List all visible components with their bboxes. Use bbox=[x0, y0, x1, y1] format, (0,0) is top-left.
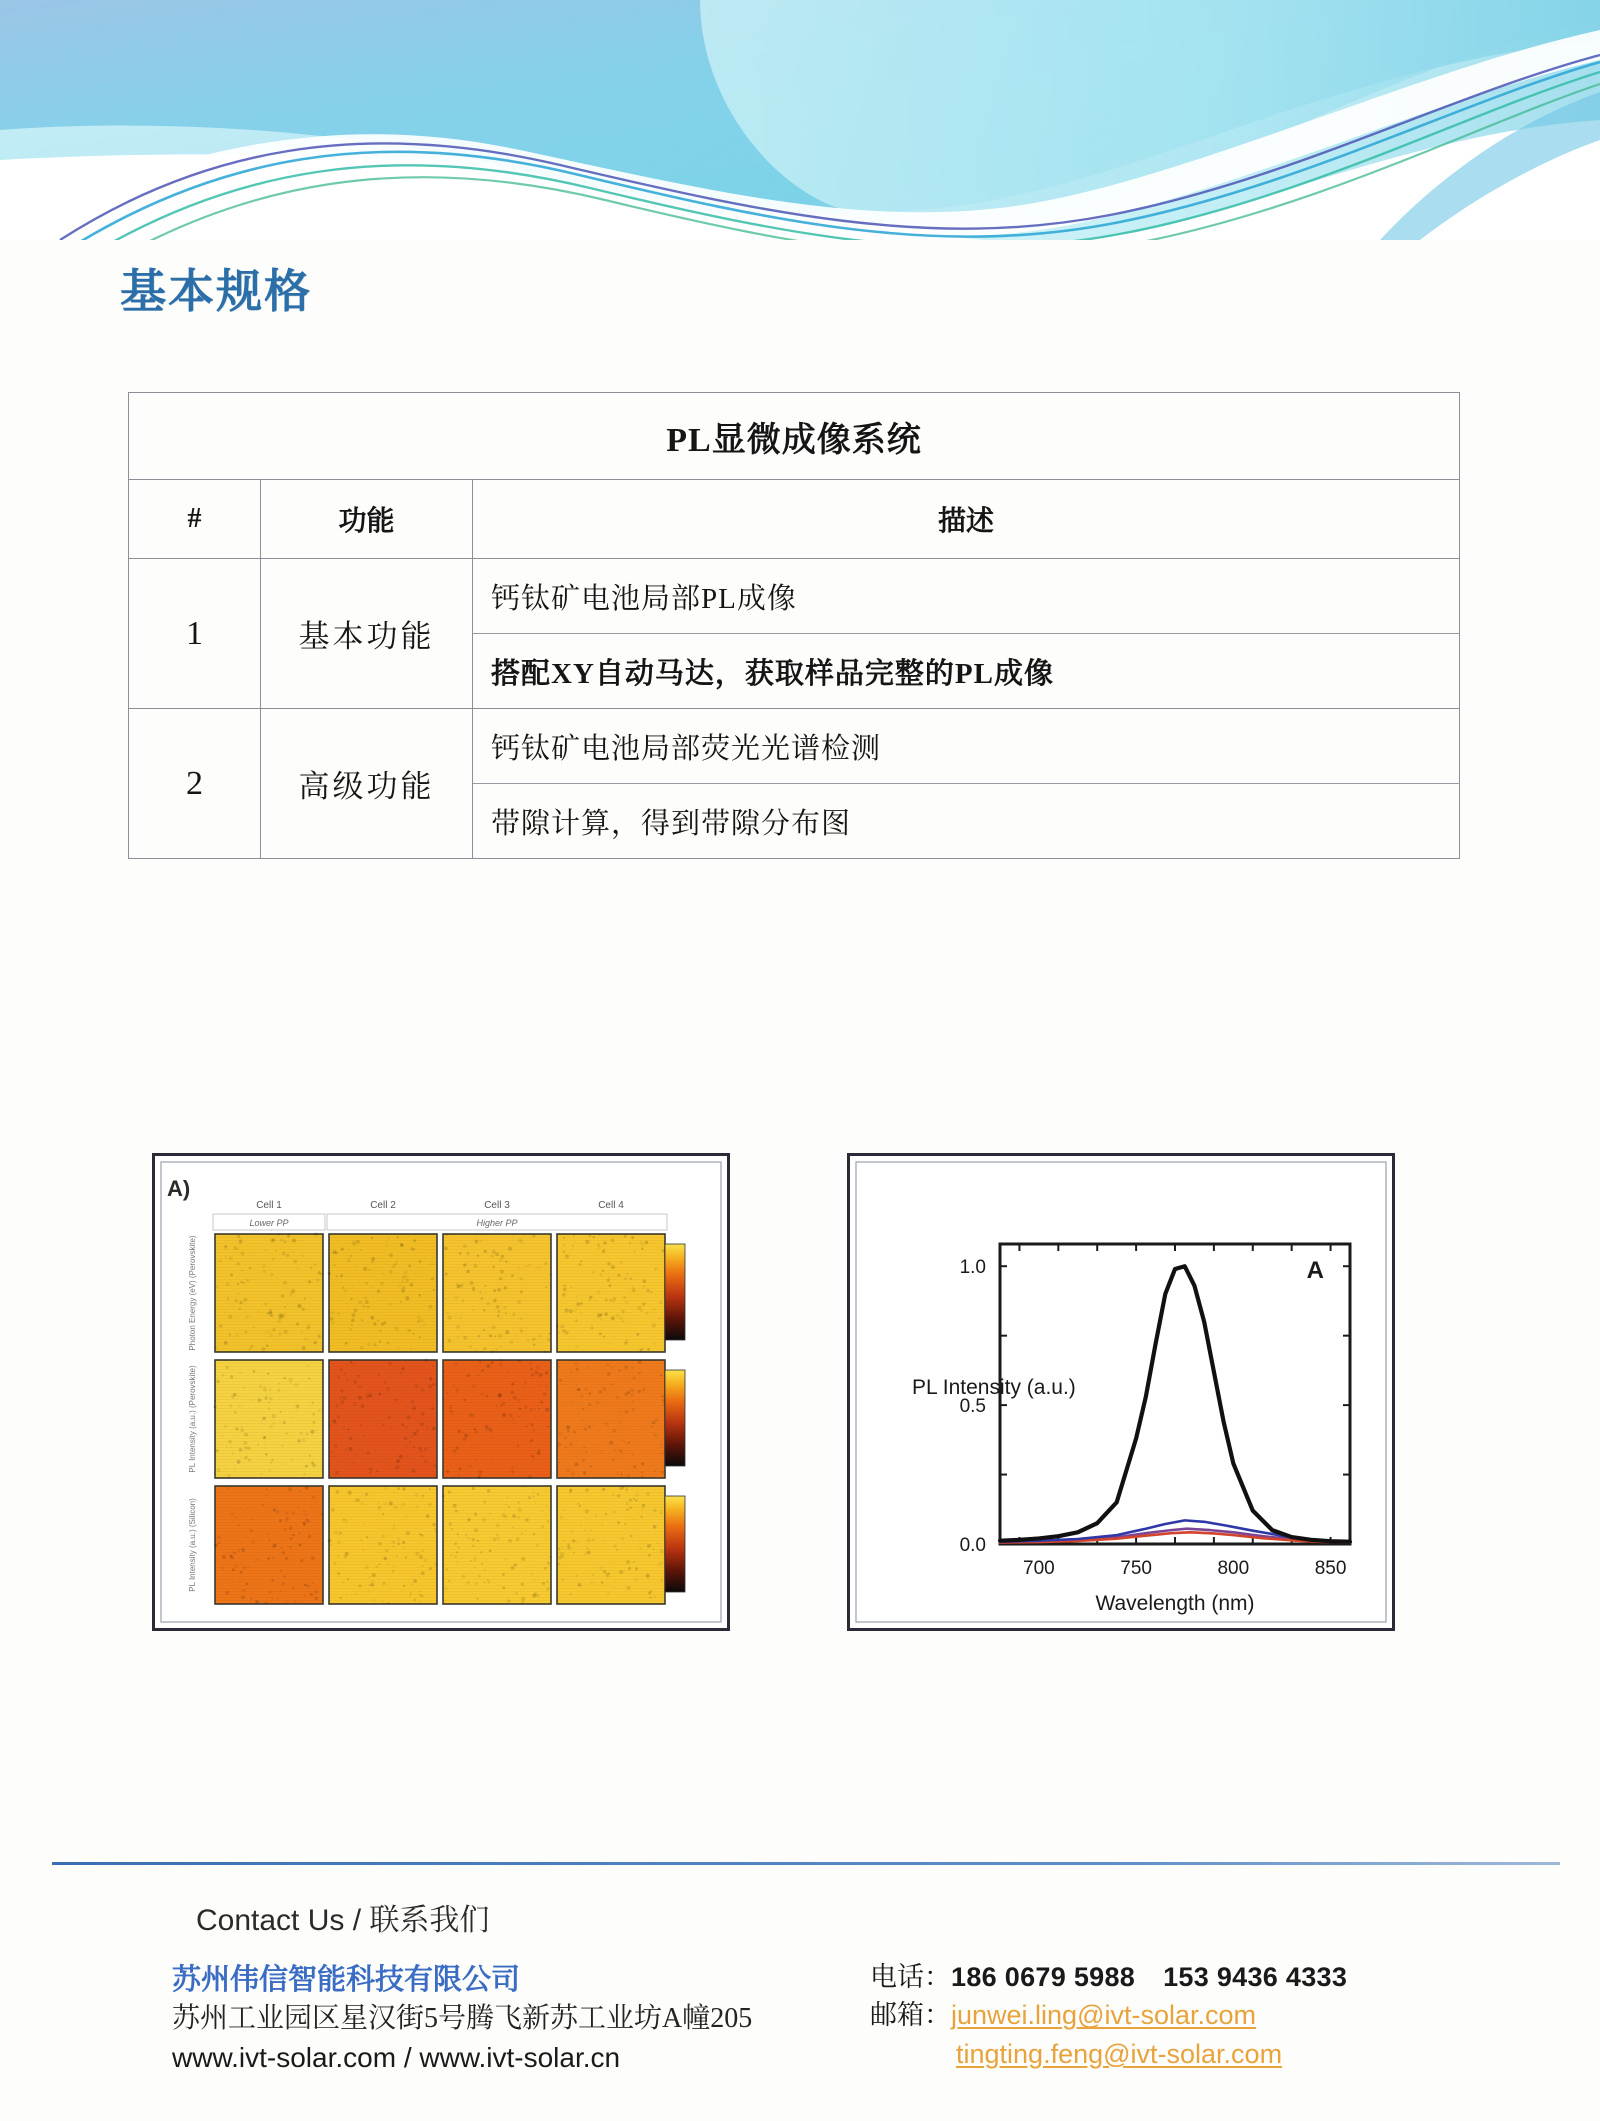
svg-text:PL Intensity (a.u.) (Perovskit: PL Intensity (a.u.) (Perovskite) bbox=[188, 1365, 197, 1473]
svg-text:0.5: 0.5 bbox=[959, 1396, 986, 1418]
row-function-2: 高级功能 bbox=[261, 709, 473, 859]
contact-info bbox=[870, 1958, 1347, 2073]
svg-text:700: 700 bbox=[1023, 1558, 1055, 1579]
column-header-index: # bbox=[129, 480, 261, 559]
table-title-row bbox=[129, 393, 1460, 480]
phone-number-2: 153 9436 4333 bbox=[1163, 1962, 1348, 1992]
svg-text:A: A bbox=[1306, 1257, 1324, 1284]
row-description-2-2: 带隙计算，得到带隙分布图 bbox=[473, 784, 1460, 859]
svg-text:750: 750 bbox=[1120, 1558, 1152, 1579]
phone-number-1: 186 0679 5988 bbox=[951, 1962, 1136, 1992]
company-websites: www.ivt-solar.com / www.ivt-solar.cn bbox=[172, 2041, 621, 2073]
company-address: 苏州工业园区星汉街5号腾飞新苏工业坊A幢205 bbox=[172, 2003, 753, 2035]
svg-text:Cell 3: Cell 3 bbox=[484, 1200, 510, 1211]
table-title: PL显微成像系统 bbox=[129, 393, 1460, 480]
svg-text:A): A) bbox=[167, 1176, 191, 1201]
svg-text:Cell 4: Cell 4 bbox=[598, 1200, 624, 1211]
svg-text:0.0: 0.0 bbox=[959, 1535, 986, 1556]
header-wave-banner bbox=[0, 0, 1600, 240]
row-description-1-1: 钙钛矿电池局部PL成像 bbox=[473, 559, 1460, 634]
svg-text:800: 800 bbox=[1217, 1558, 1250, 1579]
email-address-1[interactable]: junwei.ling@ivt-solar.com bbox=[951, 2000, 1257, 2031]
svg-text:Cell 2: Cell 2 bbox=[370, 1200, 396, 1211]
footer-divider bbox=[52, 1862, 1560, 1865]
row-index-2: 2 bbox=[129, 709, 261, 859]
row-function-1: 基本功能 bbox=[261, 559, 473, 709]
table-row bbox=[129, 709, 1460, 784]
company-info bbox=[172, 1960, 752, 2077]
page-title: 基本规格 bbox=[120, 265, 312, 317]
company-name: 苏州伟信智能科技有限公司 bbox=[172, 1964, 521, 1996]
svg-text:1.0: 1.0 bbox=[959, 1257, 986, 1279]
pl-mapping-figure bbox=[152, 1153, 730, 1631]
column-header-description: 描述 bbox=[473, 480, 1460, 559]
svg-text:Higher PP: Higher PP bbox=[476, 1218, 518, 1228]
email-address-2[interactable]: tingting.feng@ivt-solar.com bbox=[956, 2038, 1283, 2069]
email-line-1 bbox=[870, 1996, 1347, 2034]
svg-text:Wavelength (nm): Wavelength (nm) bbox=[1095, 1592, 1255, 1615]
pl-spectrum-chart bbox=[847, 1153, 1395, 1631]
svg-text:PL Intensity (a.u.): PL Intensity (a.u.) bbox=[912, 1376, 1076, 1399]
svg-text:Photon Energy (eV) (Perovskite: Photon Energy (eV) (Perovskite) bbox=[188, 1235, 197, 1351]
phone-label: 电话： bbox=[870, 1962, 951, 1992]
svg-text:Cell 1: Cell 1 bbox=[256, 1200, 282, 1211]
email-line-2 bbox=[870, 2035, 1347, 2073]
phone-line bbox=[870, 1958, 1347, 1996]
svg-text:850: 850 bbox=[1314, 1558, 1347, 1579]
svg-text:Lower PP: Lower PP bbox=[249, 1218, 289, 1228]
email-label: 邮箱： bbox=[870, 2000, 951, 2031]
row-index-1: 1 bbox=[129, 559, 261, 709]
spec-table bbox=[128, 392, 1460, 859]
contact-heading: Contact Us / 联系我们 bbox=[196, 1904, 490, 1937]
table-header-row bbox=[129, 480, 1460, 559]
table-row bbox=[129, 559, 1460, 634]
column-header-function: 功能 bbox=[261, 480, 473, 559]
row-description-1-2: 搭配XY自动马达，获取样品完整的PL成像 bbox=[473, 634, 1460, 709]
svg-text:PL Intensity (a.u.) (Silicon): PL Intensity (a.u.) (Silicon) bbox=[188, 1498, 197, 1592]
row-description-2-1: 钙钛矿电池局部荧光光谱检测 bbox=[473, 709, 1460, 784]
